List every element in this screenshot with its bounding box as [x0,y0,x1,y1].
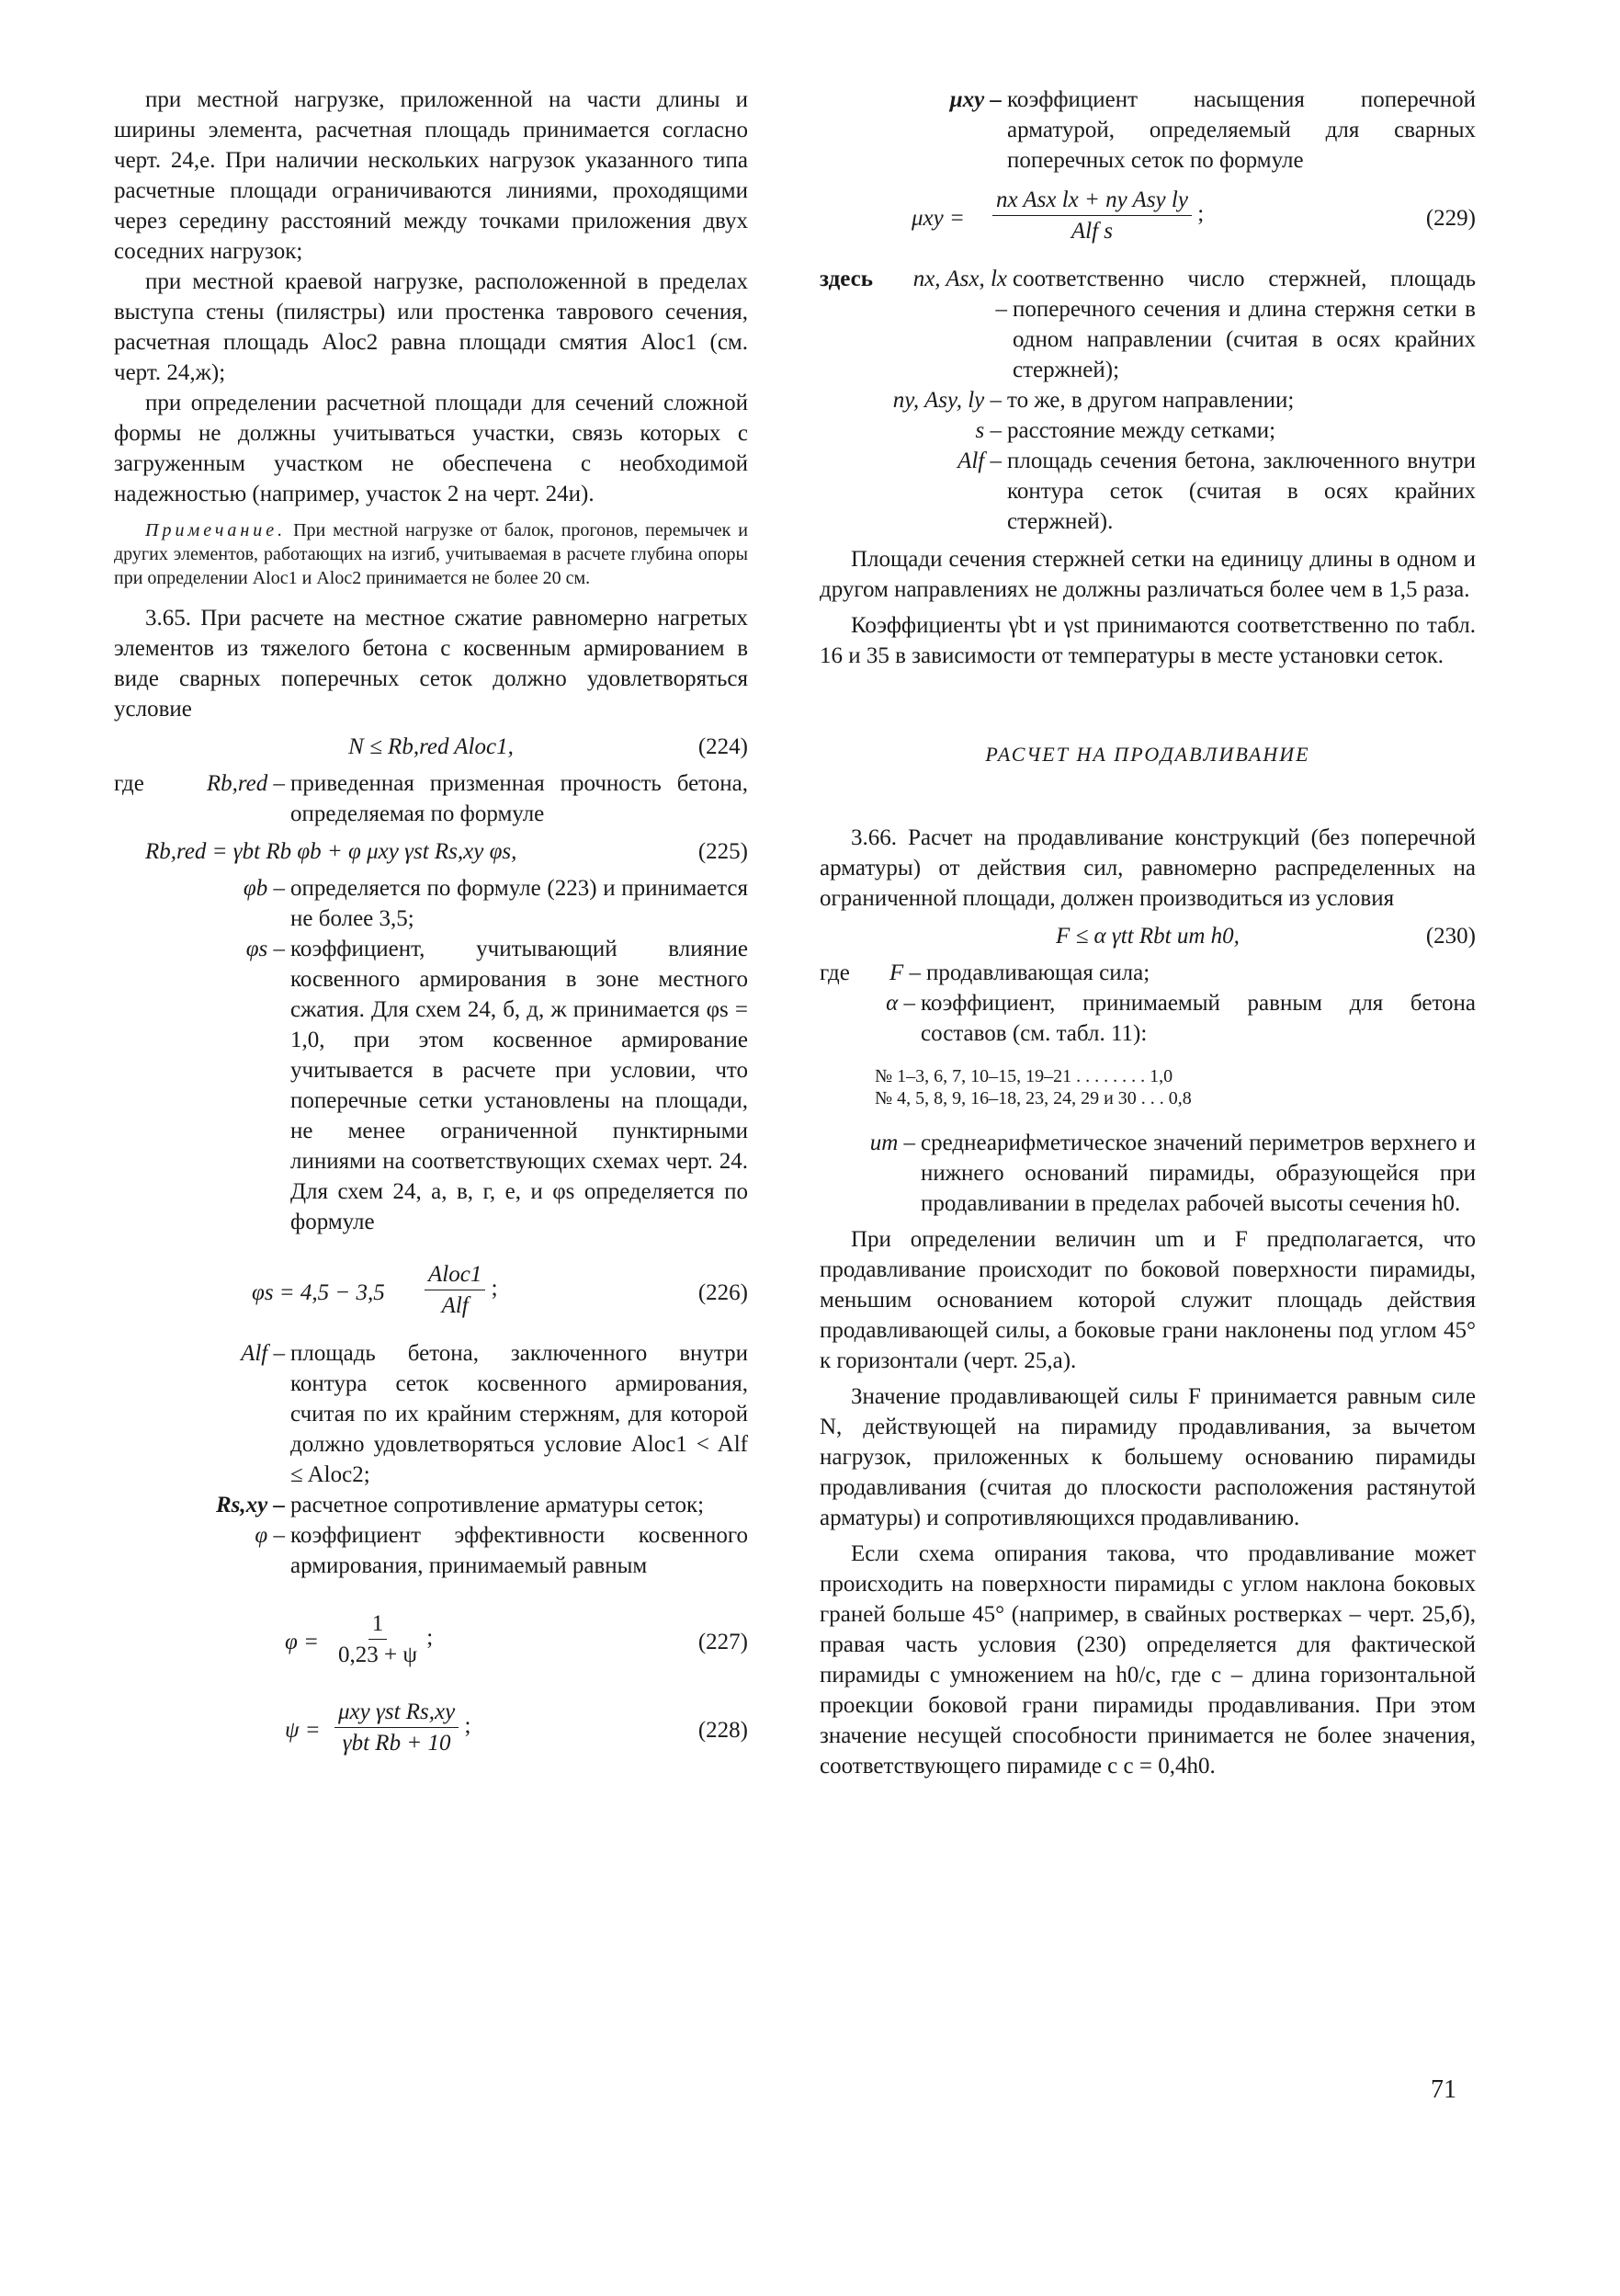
definition-term: Alf – [241,1341,285,1366]
where-label: где [820,960,850,985]
definition-term: Alf – [957,449,1002,473]
paragraph: при местной нагрузке, приложенной на части длины и ширины элемента, расчетная площадь принимается согласно черт. 24,е. При наличии нескольких нагрузок указанного типа расчетные площади ограничиваются линиями, проходящими через середину расстояний между точками приложения двух соседних нагрузок; [114,87,748,264]
equation-tail: ; [426,1625,434,1651]
denominator: Alf s [1071,219,1114,244]
paragraph: Если схема опирания такова, что продавливание может происходить на поверхности пирамиды с углом наклона боковых граней больше 45° (например, в свайных ростверках – черт. 25,б), правая часть условия (230) определяется для фактической пирамиды с умножением на h0/c, где c – длина горизонтальной проекции боковой грани пирамиды продавливания. При этом значение несущей способности принимается не более значения, соответствующего пирамиде с c = 0,4h0. [820,1541,1476,1779]
definition-term: F – [889,960,921,985]
equation-227 [114,1599,748,1688]
equation-lhs: ψ = [285,1718,321,1743]
equation-fraction [425,1259,498,1321]
equation-number: (228) [697,1718,748,1743]
equation-number: (225) [697,839,748,864]
equation-228 [114,1688,748,1776]
definition-term: um – [869,1131,915,1155]
equation-lhs: μxy = [912,206,965,231]
equation-lhs-text: φs = 4,5 − 3,5 [252,1280,385,1305]
paragraph: При определении величин um и F предполагается, что продавливание происходит по боковой поверхности пирамиды, меньшим основанием которой служит площадь действия продавливающей силы, а боковые грани наклонены под углом 45° к горизонтали (черт. 25,а). [820,1227,1476,1373]
definition-text: продавливающая сила; [926,960,1150,985]
definition-text: расчетное сопротивление арматуры сеток; [290,1493,705,1517]
equation-229 [820,176,1476,264]
fraction [334,1608,421,1670]
where-label: где [114,771,144,796]
paragraph-3-65: 3.65. При расчете на местное сжатие равномерно нагретых элементов из тяжелого бетона с косвенным армированием в виде сварных поперечных сеток должно удовлетворяться условие [114,606,748,722]
equation-tail: ; [464,1713,471,1739]
equation-fraction [334,1697,470,1758]
equation-lhs [252,1278,385,1308]
definition-text: соответственно число стержней, площадь поперечного сечения и длина стержня сетки в одном направлении (считая в осях крайних стержней); [1013,267,1476,382]
definition [820,415,1476,446]
equation-number: (230) [1425,924,1476,949]
paragraph-3-66: 3.66. Расчет на продавливание конструкций (без поперечной арматуры) от действия сил, равномерно распределенных на ограниченной площади, должен производиться из условия [820,825,1476,911]
definition-text: расстояние между сетками; [1007,418,1276,443]
definition-term: φ – [255,1523,285,1548]
equation-tail: ; [1197,201,1205,227]
definition [114,768,748,829]
left-column [114,85,748,1776]
paragraph: Площади сечения стержней сетки на единицу длины в одном и другом направлениях не должны различаться более чем в 1,5 раза. [820,547,1476,602]
definition [820,264,1476,385]
equation-224 [114,724,748,768]
definition [820,385,1476,415]
equation-230 [820,914,1476,958]
equation-number: (224) [697,734,748,759]
equation-fraction [334,1608,433,1670]
right-column [820,85,1476,1781]
numerator: μxy γst Rs,xy [334,1697,459,1728]
definition [820,446,1476,537]
equation-number: (226) [697,1280,748,1305]
fraction [992,185,1192,246]
table-row: № 1–3, 6, 7, 10–15, 19–21 . . . . . . . . 1,0 [875,1066,1173,1086]
equation-fraction [992,185,1204,246]
equation-226 [114,1250,748,1338]
definition-text: то же, в другом направлении; [1007,388,1295,413]
equation-body: F ≤ α γtt Rbt um h0, [1056,924,1240,949]
equation-225 [114,829,748,873]
definition-term: Rb,red – [206,771,285,796]
definition-term: α – [886,991,915,1016]
definition [114,1338,748,1490]
definition-text: определяется по формуле (223) и принимается не более 3,5; [290,876,748,931]
definition-text: площадь сечения бетона, заключенного внутри контура сеток (считая в осях крайних стержней). [1007,449,1476,534]
definition [114,1490,748,1520]
paragraph: Коэффициенты γbt и γst принимаются соответственно по табл. 16 и 35 в зависимости от температуры в месте установки сеток. [820,613,1476,668]
paragraph: Значение продавливающей силы F принимается равным силе N, действующей на пирамиду продавливания, за вычетом нагрузок, приложенных к большему основанию пирамиды продавливания (считая до плоскости расположения растянутой арматуры) и сопротивляющихся продавливанию. [820,1384,1476,1530]
definition-text: коэффициент эффективности косвенного армирования, принимаемый равным [290,1523,748,1578]
denominator: Alf [441,1293,469,1318]
numerator: Aloc1 [425,1259,485,1290]
definition-term: ny, Asy, ly – [892,388,1002,413]
equation-body: N ≤ Rb,red Aloc1, [348,734,514,759]
definition-text: коэффициент насыщения поперечной арматурой, определяемый для сварных поперечных сеток по формуле [1007,87,1476,173]
definition-term: φb – [243,876,285,901]
definition-text: среднеарифметическое значений периметров верхнего и нижнего оснований пирамиды, образующейся при продавливании в пределах рабочей высоты сечения h0. [921,1131,1476,1216]
definition [114,934,748,1237]
numerator: nx Asx lx + ny Asy ly [992,185,1192,216]
fraction [334,1697,459,1758]
note [114,518,748,590]
definition-term: nx, Asx, lx – [912,267,1007,322]
equation-tail: ; [491,1276,498,1301]
definition [820,1128,1476,1219]
definition-text: площадь бетона, заключенного внутри контура сеток косвенного армирования, считая по их крайним стержням, для которой должно удовлетворяться условие Aloc1 < Alf ≤ Aloc2; [290,1341,748,1487]
definition-term: φs – [245,937,285,961]
composition-table [875,1065,1476,1109]
equation-body: Rb,red = γbt Rb φb + φ μxy γst Rs,xy φs, [145,839,517,864]
equation-number: (229) [1425,206,1476,231]
definition [820,958,1476,988]
note-label: Примечание. [145,520,287,540]
definition [820,988,1476,1049]
definition [820,85,1476,176]
definition-term: Rs,xy – [216,1493,285,1517]
equation-number: (227) [697,1630,748,1654]
denominator: 0,23 + ψ [338,1642,417,1667]
definition-term: μxy – [949,87,1002,112]
definition-text: коэффициент, принимаемый равным для бетона составов (см. табл. 11): [921,991,1476,1046]
here-label: здесь [820,267,873,291]
definition-text: коэффициент, учитывающий влияние косвенного армирования в зоне местного сжатия. Для схем 24, б, д, ж принимается φs = 1,0, при этом косвенное армирование учитывается в расчете при условии, что поперечные сетки установлены на площади, не менее ограниченной пунктирными линиями на соответствующих схемах черт. 24. Для схем 24, а, в, г, е, и φs определяется по формуле [290,937,748,1234]
paragraph: при местной краевой нагрузке, расположенной в пределах выступа стены (пилястры) или простенка таврового сечения, расчетная площадь Aloc2 равна площади смятия Aloc1 (см. черт. 24,ж); [114,269,748,385]
denominator: γbt Rb + 10 [342,1731,451,1756]
note-text: При местной нагрузке от балок, прогонов, перемычек и других элементов, работающих на изгиб, учитываемая в расчете глубина опоры при определении Aloc1 и Aloc2 принимается не более 20 см. [114,520,748,588]
definition-term: s – [975,418,1002,443]
table-row: № 4, 5, 8, 9, 16–18, 23, 24, 29 и 30 . . . 0,8 [875,1088,1192,1108]
page-number: 71 [1431,2075,1456,2104]
fraction [425,1259,485,1321]
definition [114,1520,748,1581]
paragraph: при определении расчетной площади для сечений сложной формы не должны учитываться участки, связь которых с загруженным участком не обеспечена с необходимой надежностью (например, участок 2 на черт. 24и). [114,391,748,506]
definition [114,873,748,934]
definition-text: приведенная призменная прочность бетона, определяемая по формуле [290,771,748,826]
numerator: 1 [368,1608,388,1640]
section-heading: РАСЧЕТ НА ПРОДАВЛИВАНИЕ [985,743,1310,766]
equation-lhs: φ = [285,1630,319,1654]
